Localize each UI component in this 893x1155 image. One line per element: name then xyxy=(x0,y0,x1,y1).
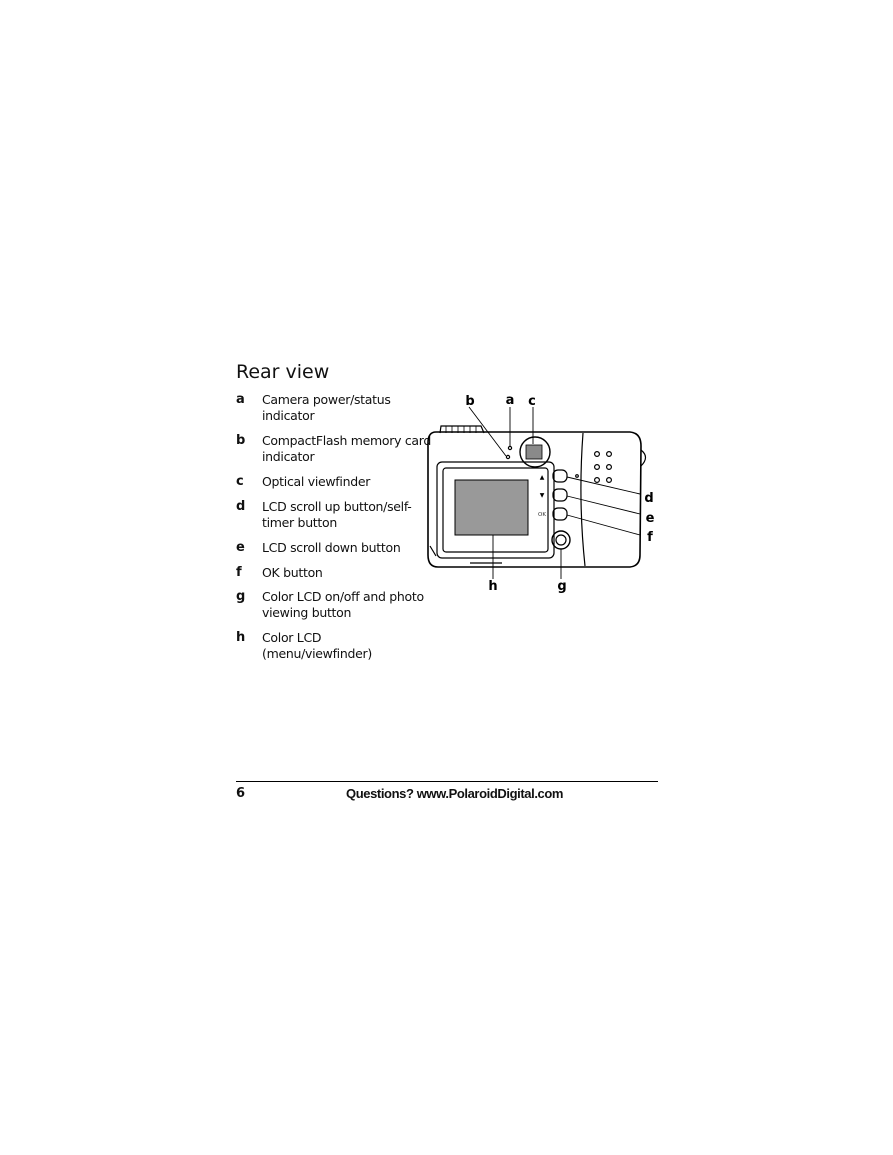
legend-text: Color LCD (menu/viewfinder) xyxy=(262,630,372,661)
ok-button[interactable] xyxy=(553,508,567,520)
legend-letter: f xyxy=(236,565,242,580)
legend-letter: a xyxy=(236,392,245,407)
scroll-down-label: ▼ xyxy=(539,492,545,499)
legend-text: Optical viewfinder xyxy=(262,474,371,489)
callout-a: a xyxy=(505,393,515,408)
legend-text: Camera power/status indicator xyxy=(262,392,391,423)
page-title: Rear view xyxy=(236,361,330,383)
speaker-grille xyxy=(595,452,612,483)
lcd-power-button[interactable] xyxy=(552,531,570,549)
footer-website: Questions? www.PolaroidDigital.com xyxy=(346,786,564,801)
lcd-power-button-center xyxy=(556,535,566,545)
compactflash-led xyxy=(506,455,509,458)
callout-g: g xyxy=(557,579,567,594)
leader-line-f xyxy=(567,515,640,535)
page-number: 6 xyxy=(236,786,246,801)
callout-b: b xyxy=(465,394,475,409)
legend-text: LCD scroll down button xyxy=(262,540,401,555)
scroll-up-label: ▲ xyxy=(539,474,545,481)
legend-letter: c xyxy=(236,474,244,489)
callout-f: f xyxy=(647,530,653,545)
callout-c: c xyxy=(528,394,536,409)
legend-letter: e xyxy=(236,540,245,555)
body-detail xyxy=(430,546,436,556)
legend-letter: d xyxy=(236,499,246,514)
legend-letter: b xyxy=(236,433,246,448)
lcd-screen xyxy=(455,480,528,535)
legend-text: Color LCD on/off and photo viewing button xyxy=(262,589,424,620)
callout-h: h xyxy=(488,579,498,594)
legend-text: CompactFlash memory card indicator xyxy=(262,433,432,464)
ok-label: OK xyxy=(538,512,546,518)
footer-rule xyxy=(236,781,658,782)
callout-d: d xyxy=(644,491,654,506)
scroll-up-button[interactable] xyxy=(553,470,567,482)
callout-e: e xyxy=(645,511,654,526)
legend-letter: g xyxy=(236,589,246,604)
self-timer-led xyxy=(576,475,579,478)
scroll-down-button[interactable] xyxy=(553,489,567,501)
viewfinder-window xyxy=(526,445,542,459)
legend-text: OK button xyxy=(262,565,323,580)
leader-line-d xyxy=(567,477,640,494)
legend-letter: h xyxy=(236,630,246,645)
camera-rear-diagram xyxy=(424,390,654,595)
legend-text: LCD scroll up button/self-timer button xyxy=(262,499,412,530)
leader-line-e xyxy=(567,496,640,514)
power-status-led xyxy=(508,446,511,449)
